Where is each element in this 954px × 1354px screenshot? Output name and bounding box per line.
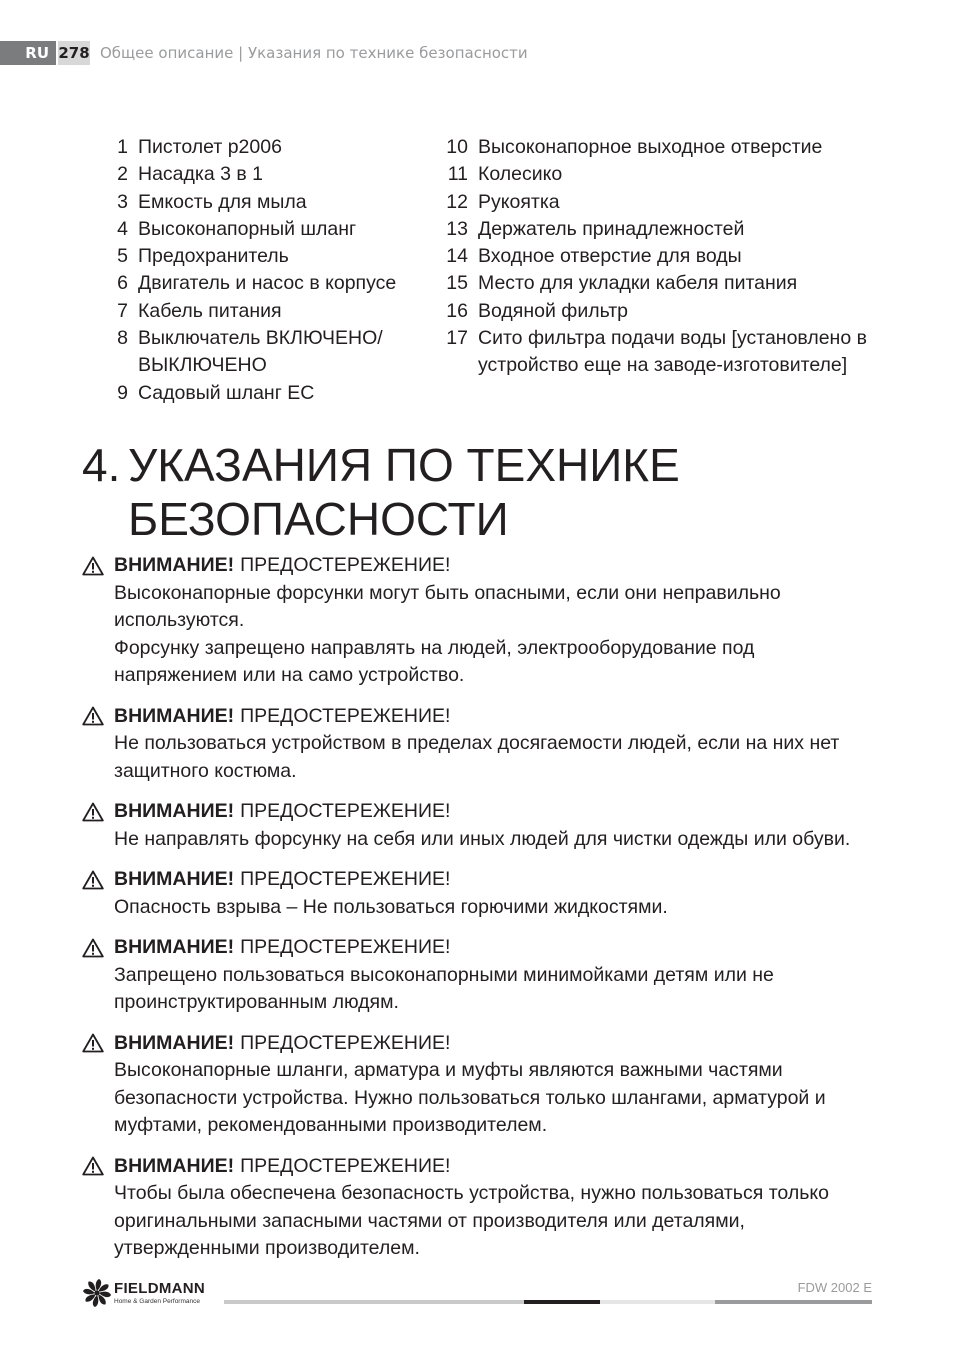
warning-text: Не пользоваться устройством в пределах досягаемости людей, если на них нет защитного костюма.	[114, 732, 840, 782]
warning-attention-label: ВНИМАНИЕ!	[114, 868, 235, 890]
warning-attention-label: ВНИМАНИЕ!	[114, 800, 235, 822]
warning-caution-label: ПРЕДОСТЕРЕЖЕНИЕ!	[240, 704, 451, 727]
item-number: 14	[446, 245, 468, 268]
warning-body	[82, 826, 882, 854]
item-label: Емкость для мыла	[138, 190, 307, 213]
list-item	[100, 270, 430, 297]
warning-caution-label: ПРЕДОСТЕРЕЖЕНИЕ!	[240, 554, 451, 576]
item-number: 5	[117, 245, 128, 268]
warning-header	[82, 1153, 882, 1181]
warning-block	[82, 1153, 882, 1263]
warning-text: Чтобы была обеспечена безопасность устройства, нужно пользоваться только оригинальными запасными частями от производителя или деталями, утвержденными производителем.	[114, 1182, 829, 1259]
list-item	[440, 189, 880, 216]
warning-triangle-icon	[82, 556, 104, 576]
warning-text: Опасность взрыва – Не пользоваться горючими жидкостями.	[114, 895, 668, 918]
item-number: 10	[446, 136, 468, 158]
item-number: 12	[446, 190, 468, 213]
list-item	[100, 380, 430, 407]
list-item	[440, 161, 880, 188]
list-item	[440, 270, 880, 297]
language-tag: RU	[0, 41, 56, 65]
warning-caution-label: ПРЕДОСТЕРЕЖЕНИЕ!	[240, 868, 451, 890]
item-number: 7	[117, 299, 128, 322]
warning-header	[82, 552, 882, 580]
item-label: Держатель принадлежностей	[478, 217, 745, 240]
item-label: Водяной фильтр	[478, 299, 629, 322]
item-number: 9	[117, 381, 128, 404]
warning-block	[82, 1030, 882, 1140]
item-label: Входное отверстие для воды	[478, 245, 742, 268]
warning-body	[82, 580, 882, 690]
item-label: Пистолет p2006	[138, 136, 282, 158]
list-item	[440, 325, 880, 380]
warning-body	[82, 894, 882, 922]
list-item	[100, 161, 430, 188]
warning-caution-label: ПРЕДОСТЕРЕЖЕНИЕ!	[240, 800, 451, 822]
warning-caution-label: ПРЕДОСТЕРЕЖЕНИЕ!	[240, 1031, 451, 1054]
warning-caution-label: ПРЕДОСТЕРЕЖЕНИЕ!	[240, 1154, 451, 1177]
running-title: Общее описание | Указания по технике безопасности	[100, 44, 528, 62]
list-item	[100, 298, 430, 325]
item-label: Двигатель и насос в корпусе	[138, 272, 397, 295]
list-item	[440, 134, 880, 161]
warning-body	[82, 1057, 882, 1140]
warning-triangle-icon	[82, 938, 104, 958]
footer-rule-segment	[224, 1300, 524, 1304]
warning-header	[82, 1030, 882, 1058]
warning-caution-label: ПРЕДОСТЕРЕЖЕНИЕ!	[240, 936, 451, 958]
footer-rule-segment	[600, 1300, 715, 1304]
warning-block	[82, 934, 882, 1017]
list-item	[440, 243, 880, 270]
parts-list-right	[440, 134, 880, 380]
warning-text: Высоконапорные шланги, арматура и муфты являются важными частями безопасности устройства. Нужно пользоваться только шлангами, арматурой и муфтами, рекомендованными производителем.	[114, 1059, 826, 1136]
warning-attention-label: ВНИМАНИЕ!	[114, 936, 235, 958]
warning-triangle-icon	[82, 870, 104, 890]
item-label: Высоконапорное выходное отверстие	[478, 136, 823, 158]
item-number: 17	[446, 327, 468, 350]
item-number: 4	[117, 217, 128, 240]
list-item	[440, 216, 880, 243]
list-item	[100, 216, 430, 243]
section-number: 4.	[82, 439, 121, 491]
brand-logo	[82, 1277, 232, 1309]
page-header	[0, 41, 954, 65]
footer-rule-segment	[524, 1300, 600, 1304]
item-number: 11	[447, 163, 468, 186]
list-item	[100, 189, 430, 216]
page-number: 278	[58, 41, 90, 65]
list-item	[100, 243, 430, 270]
list-item	[100, 325, 430, 380]
warning-header	[82, 703, 882, 731]
warnings-list	[82, 552, 882, 1276]
item-number: 6	[117, 272, 128, 295]
item-label: Садовый шланг ЕС	[138, 381, 315, 404]
section-heading	[82, 438, 902, 546]
item-number: 15	[446, 272, 468, 295]
parts-list-left	[100, 134, 430, 407]
item-number: 8	[117, 327, 128, 350]
warning-block	[82, 798, 882, 853]
item-number: 2	[117, 163, 128, 186]
item-label: Сито фильтра подачи воды [установлено в устройство еще на заводе-изготовителе]	[478, 327, 867, 377]
warning-text: Высоконапорные форсунки могут быть опасными, если они неправильно используются.	[114, 581, 781, 631]
warning-body	[82, 962, 882, 1017]
warning-header	[82, 866, 882, 894]
brand-tagline: Home & Garden Performance	[114, 1298, 200, 1305]
item-label: Колесико	[478, 163, 563, 186]
warning-text: Форсунку запрещено направлять на людей, электрооборудование под напряжением или на само устройство.	[114, 636, 755, 686]
warning-text: Не направлять форсунку на себя или иных людей для чистки одежды или обуви.	[114, 827, 851, 850]
warning-body	[82, 1180, 882, 1263]
item-label: Кабель питания	[138, 299, 282, 322]
warning-triangle-icon	[82, 1033, 104, 1053]
warning-triangle-icon	[82, 1156, 104, 1176]
warning-attention-label: ВНИМАНИЕ!	[114, 704, 235, 727]
list-item	[100, 134, 430, 161]
item-number: 16	[446, 299, 468, 322]
footer-rule-segment	[715, 1300, 872, 1304]
fan-logo-icon	[82, 1278, 112, 1308]
item-number: 13	[446, 217, 468, 240]
warning-block	[82, 703, 882, 786]
item-label: Высоконапорный шланг	[138, 217, 357, 240]
item-label: Место для укладки кабеля питания	[478, 272, 798, 295]
warning-block	[82, 866, 882, 921]
item-label: Насадка 3 в 1	[138, 163, 264, 186]
warning-attention-label: ВНИМАНИЕ!	[114, 1031, 235, 1054]
warning-attention-label: ВНИМАНИЕ!	[114, 554, 235, 576]
section-title-line-1: УКАЗАНИЯ ПО ТЕХНИКЕ	[128, 439, 680, 491]
section-title-line-2: БЕЗОПАСНОСТИ	[128, 493, 509, 545]
item-label: Выключатель ВКЛЮЧЕНО/ ВЫКЛЮЧЕНО	[138, 327, 383, 377]
item-label: Рукоятка	[478, 190, 560, 213]
warning-triangle-icon	[82, 706, 104, 726]
warning-attention-label: ВНИМАНИЕ!	[114, 1154, 235, 1177]
warning-text: Запрещено пользоваться высоконапорными минимойками детям или не проинструктированным людям.	[114, 963, 774, 1013]
warning-header	[82, 934, 882, 962]
brand-name: FIELDMANN	[114, 1280, 206, 1297]
item-number: 1	[117, 136, 128, 158]
item-label: Предохранитель	[138, 245, 289, 268]
warning-block	[82, 552, 882, 690]
item-number: 3	[117, 190, 128, 213]
model-number: FDW 2002 E	[797, 1280, 872, 1295]
warning-body	[82, 730, 882, 785]
warning-triangle-icon	[82, 802, 104, 822]
list-item	[440, 298, 880, 325]
warning-header	[82, 798, 882, 826]
